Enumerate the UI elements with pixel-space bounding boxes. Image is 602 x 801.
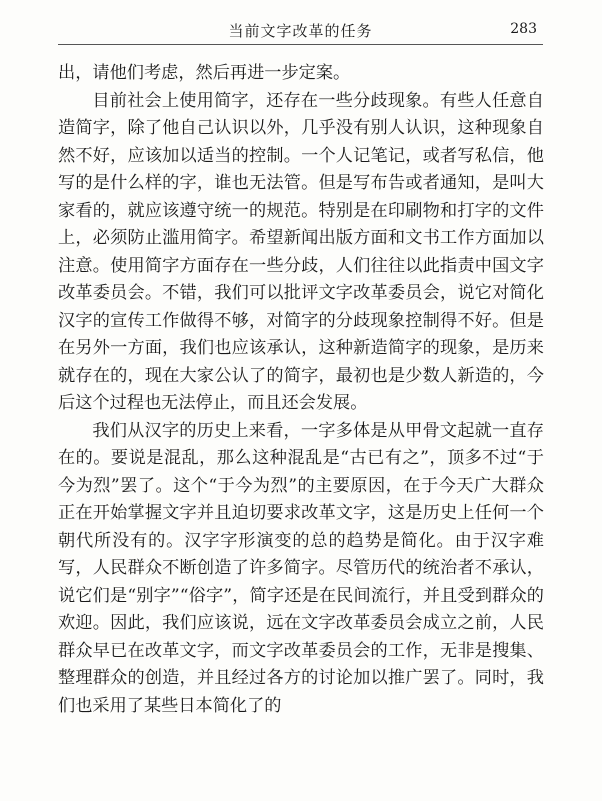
body-text [58, 60, 544, 720]
paragraph-continuation: 出，请他们考虑，然后再进一步定案。 [58, 63, 351, 83]
running-header [58, 18, 543, 45]
paragraph-simplified-characters-divergence: 目前社会上使用简字，还存在一些分歧现象。有些人任意自造简字，除了他自己认识以外，几乎没有别人认识，这种现象自然不好，应该加以适当的控制。一个人记笔记，或者写私信，他写的是什么样的字，谁也无法管。但是写布告或者通知，是叫大家看的，就应该遵守统一的规范。特别是在印刷物和打字的文件上，必须防止滥用简字。希望新闻出版方面和文书工作方面加以注意。使用简字方面存在一些分歧，人们往往以此指责中国文字改革委员会。不错，我们可以批评文字改革委员会，说它对简化汉字的宣传工作做得不够，对简字的分歧现象控制得不好。但是在另外一方面，我们也应该承认，这种新造简字的现象，是历来就存在的，现在大家公认了的简字，最初也是少数人新造的，今后这个过程也无法停止，而且还会发展。 [58, 90, 544, 413]
running-title: 当前文字改革的任务 [228, 22, 373, 40]
page-number: 283 [510, 21, 537, 37]
paragraph-history-of-characters: 我们从汉字的历史上来看，一字多体是从甲骨文起就一直存在的。要说是混乱，那么这种混乱是“古已有之”，顶多不过“于今为烈”罢了。这个“于今为烈”的主要原因，在于今天广大群众正在开始掌握文字并且迫切要求改革文字，这是历史上任何一个朝代所没有的。汉字字形演变的总的趋势是简化。由于汉字难写，人民群众不断创造了许多简字。尽管历代的统治者不承认，说它们是“别字”“俗字”，简字还是在民间流行，并且受到群众的欢迎。因此，我们应该说，远在文字改革委员会成立之前，人民群众早已在改革文字，而文字改革委员会的工作，无非是搜集、整理群众的创造，并且经过各方的讨论加以推广罢了。同时，我们也采用了某些日本简化了的 [58, 420, 544, 716]
